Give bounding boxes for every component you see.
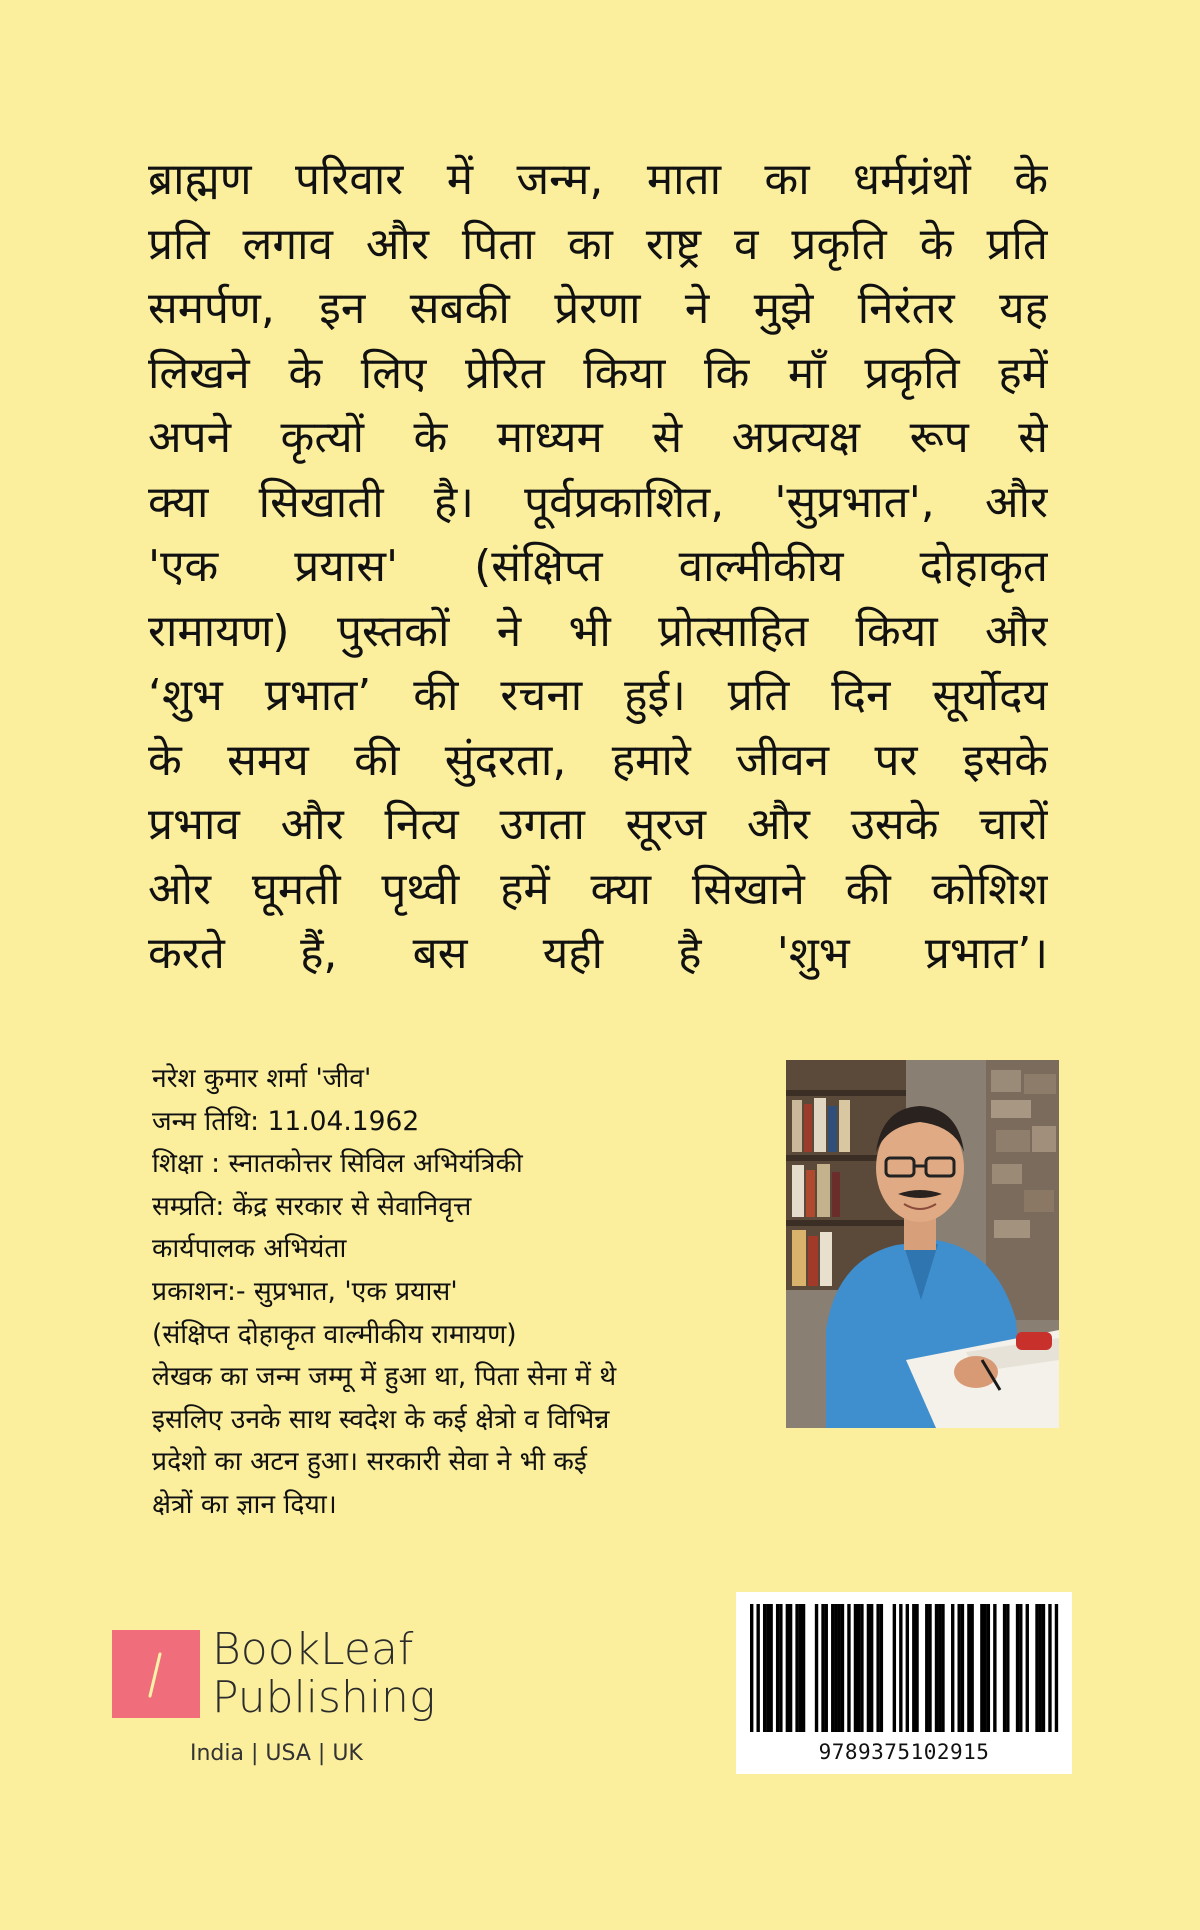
barcode-bar [766,1604,769,1732]
barcode-bar [993,1604,996,1732]
blurb-line: लिखने के लिए प्रेरित किया कि माँ प्रकृति हमें [148,347,1048,399]
barcode-bar [847,1604,850,1732]
isbn-number: 9789375102915 [818,1740,990,1764]
blurb-line: ‘शुभ प्रभात’ की रचना हुई। प्रति दिन सूर्योदय [148,670,1048,721]
blurb-line: करते हैं, बस यही है 'शुभ प्रभात’। [148,928,1048,979]
author-photo [786,1060,1059,1428]
author-birth-date: जन्म तिथि: 11.04.1962 [152,1105,420,1137]
leaf-logo-icon [112,1630,200,1718]
barcode-bar [867,1604,870,1732]
publisher-regions: India | USA | UK [190,1741,363,1766]
author-education: शिक्षा : स्नातकोत्तर सिविल अभियंत्रिकी [152,1148,523,1180]
isbn-barcode [736,1592,1072,1774]
blurb-line: ओर घूमती पृथ्वी हमें क्या सिखाने की कोशिश [148,863,1048,915]
barcode-bar [1019,1604,1022,1732]
barcode-bar [983,1604,986,1732]
barcode-bar [841,1604,844,1732]
barcode-bar [1042,1604,1045,1732]
author-bio-line: प्रदेशो का अटन हुआ। सरकारी सेवा ने भी कई [152,1446,587,1478]
publisher-logo [112,1624,472,1740]
blurb-line: क्या सिखाती है। पूर्वप्रकाशित, 'सुप्रभात', और [148,476,1048,528]
barcode-bar [779,1604,782,1732]
barcode-bar [860,1604,863,1732]
publisher-name-line1: BookLeaf [212,1624,414,1675]
barcode-bar [786,1604,789,1732]
barcode-bar [915,1604,918,1732]
barcode-bar [967,1604,970,1732]
blurb-line: के समय की सुंदरता, हमारे जीवन पर इसके [148,734,1048,786]
barcode-bar [899,1604,902,1732]
barcode-bar [893,1604,896,1732]
barcode-bar [938,1604,941,1732]
blurb-line: प्रति लगाव और पिता का राष्ट्र व प्रकृति के प्रति [148,218,1048,270]
barcode-bar [1035,1604,1038,1732]
blurb-line: अपने कृत्यों के माध्यम से अप्रत्यक्ष रूप से [148,412,1048,463]
barcode-bar [825,1604,828,1732]
author-name: नरेश कुमार शर्मा 'जीव' [152,1063,372,1094]
barcode-bar [1016,1604,1019,1732]
barcode-bar [1026,1604,1029,1732]
barcode-bar [756,1604,759,1732]
barcode-bars-icon [736,1592,1072,1732]
barcode-bar [935,1604,938,1732]
author-bio-line: लेखक का जन्म जम्मू में हुआ था, पिता सेना में थे [152,1361,617,1393]
barcode-bar [987,1604,990,1732]
barcode-bar [763,1604,766,1732]
barcode-bar [906,1604,909,1732]
barcode-bar [789,1604,792,1732]
barcode-bar [941,1604,944,1732]
barcode-bar [821,1604,824,1732]
barcode-bar [961,1604,964,1732]
blurb-line: प्रभाव और नित्य उगता सूरज और उसके चारों [148,799,1048,850]
author-status: सम्प्रति: केंद्र सरकार से सेवानिवृत्त [152,1190,472,1222]
barcode-bar [870,1604,873,1732]
author-publications: प्रकाशन:- सुप्रभात, 'एक प्रयास' [152,1275,458,1307]
barcode-bar [1006,1604,1009,1732]
author-designation: कार्यपालक अभियंता [152,1233,347,1265]
barcode-bar [769,1604,772,1732]
barcode-bar [854,1604,857,1732]
barcode-bar [750,1604,753,1732]
barcode-bar [957,1604,960,1732]
barcode-bar [799,1604,802,1732]
barcode-bar [834,1604,837,1732]
barcode-bar [876,1604,879,1732]
barcode-bar [880,1604,883,1732]
barcode-bar [795,1604,798,1732]
barcode-bar [831,1604,834,1732]
author-bio-line: इसलिए उनके साथ स्वदेश के कई क्षेत्रो व विभिन्न [152,1403,610,1435]
barcode-bar [951,1604,954,1732]
barcode-bar [1048,1604,1051,1732]
publisher-name-line2: Publishing [212,1672,436,1723]
blurb-line: समर्पण, इन सबकी प्रेरणा ने मुझे निरंतर यह [148,283,1048,334]
barcode-bar [1039,1604,1042,1732]
barcode-bar [838,1604,841,1732]
barcode-bar [1055,1604,1058,1732]
barcode-bar [970,1604,973,1732]
barcode-bar [1003,1604,1006,1732]
barcode-bar [776,1604,779,1732]
barcode-bar [925,1604,928,1732]
blurb-line: रामायण) पुस्तकों ने भी प्रोत्साहित किया और [148,605,1048,657]
barcode-bar [802,1604,805,1732]
blurb-line: ब्राह्मण परिवार में जन्म, माता का धर्मग्रंथों के [148,154,1048,205]
author-bio-line: क्षेत्रों का ज्ञान दिया। [152,1488,337,1520]
author-bio [152,1058,752,1527]
barcode-bar [857,1604,860,1732]
barcode-bar [980,1604,983,1732]
barcode-bar [815,1604,818,1732]
blurb-line: 'एक प्रयास' (संक्षिप्त वाल्मीकीय दोहाकृत [148,541,1048,592]
barcode-bar [928,1604,931,1732]
author-publications-detail: (संक्षिप्त दोहाकृत वाल्मीकीय रामायण) [152,1318,517,1350]
cover-blurb [148,148,1048,987]
barcode-bar [912,1604,915,1732]
